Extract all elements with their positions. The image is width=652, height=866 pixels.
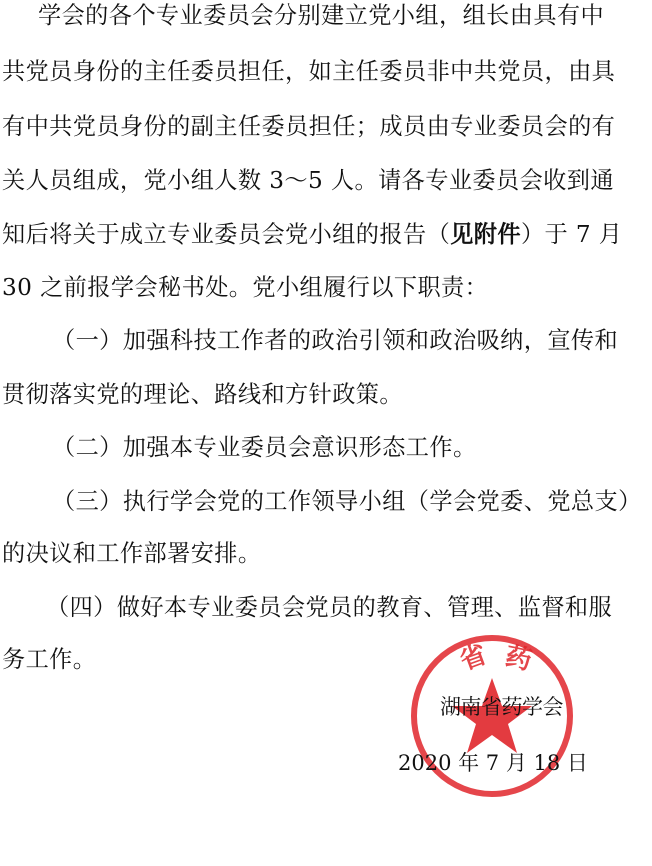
text-segment: 学会的各个专业委员会分别建立党小组，组长由具有中 [38,2,605,29]
text-segment: 务工作。 [2,646,97,673]
text-segment: （二）加强本专业委员会意识形态工作。 [52,434,477,461]
text-line [0,486,652,518]
signature-org: 湖南省药学会 [440,695,563,719]
text-line [0,592,646,624]
text-line [0,432,652,464]
text-line [0,56,616,88]
signature-date: 2020 年 7 月 18 日 [398,751,588,775]
bold-text: 见附件 [450,221,521,248]
text-line [0,0,638,32]
text-segment: 30 之前报学会秘书处。党小组履行以下职责： [2,274,489,301]
text-line [0,538,602,570]
text-segment: 有中共党员身份的副主任委员担任；成员由专业委员会的有 [2,113,616,140]
text-line [0,219,623,251]
seal-char-2: 药 [502,641,535,677]
text-segment: ）于 7 月 [520,221,623,248]
text-segment: （三）执行学会党的工作领导小组（学会党委、党总支） [52,488,642,515]
seal-char-1: 省 [456,639,491,677]
text-segment: 知后将关于成立专业委员会党小组的报告（ [2,221,451,248]
text-line [0,379,602,411]
text-segment: （一）加强科技工作者的政治引领和政治吸纳，宣传和 [52,327,619,354]
text-line [0,325,652,357]
text-line [0,165,614,197]
text-segment: 贯彻落实党的理论、路线和方针政策。 [2,381,403,408]
text-line [0,111,616,143]
text-segment: （四）做好本专业委员会党员的教育、管理、监督和服 [46,594,613,621]
text-segment: 关人员组成，党小组人数 3～5 人。请各专业委员会收到通 [2,167,614,194]
text-segment: 的决议和工作部署安排。 [2,540,262,567]
text-segment: 共党员身份的主任委员担任，如主任委员非中共党员，由具 [2,58,616,85]
text-line [0,272,602,304]
